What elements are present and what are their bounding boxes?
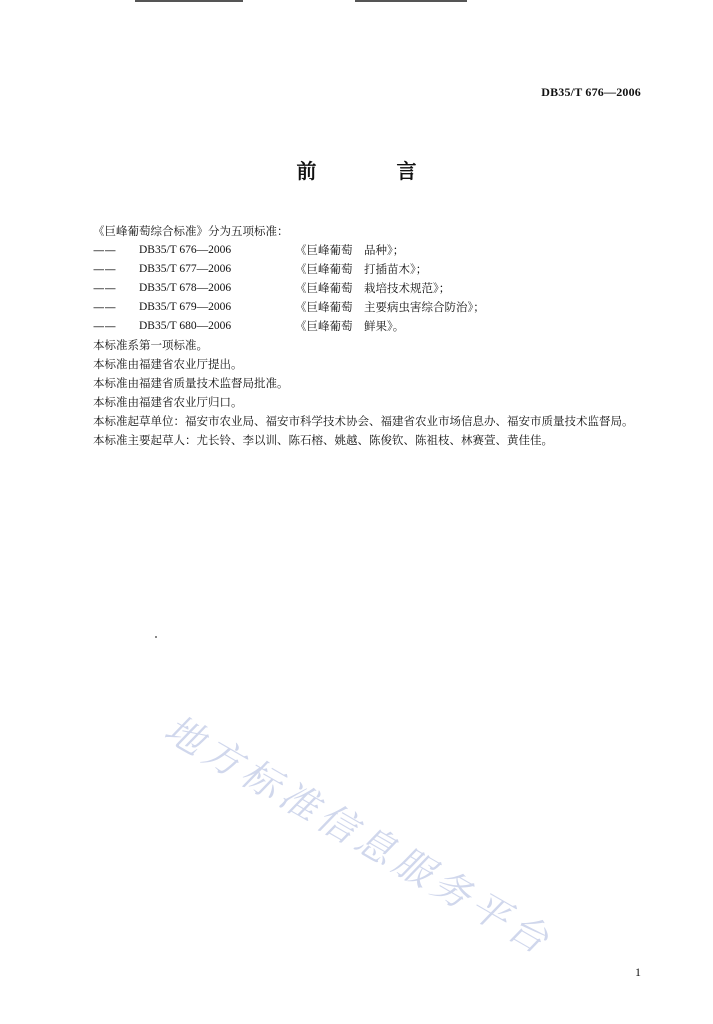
top-rule-right [355,0,467,2]
intro-line: 《巨峰葡萄综合标准》分为五项标准： [93,224,289,238]
drafters-paragraph: 本标准主要起草人：尤长铃、李以训、陈石榕、姚越、陈俊钦、陈祖枝、林赛萱、黄佳佳。 [93,433,553,447]
standard-code: DB35/T 679—2006 [139,301,232,313]
list-item [93,260,653,279]
paragraph: 本标准系第一项标准。 [93,338,208,352]
list-dash: —— [93,281,116,295]
paragraph: 本标准由福建省农业厅提出。 [93,357,243,371]
watermark-text: 地方标准信息服务平台 [157,706,561,965]
standard-name: 《巨峰葡萄 栽培技术规范》； [295,281,451,295]
standard-code: DB35/T 676—2006 [139,244,232,256]
paragraph: 本标准由福建省质量技术监督局批准。 [93,376,289,390]
standard-name: 《巨峰葡萄 鲜果》。 [295,319,405,333]
drafting-units-paragraph: 本标准起草单位：福安市农业局、福安市科学技术协会、福建省农业市场信息办、福安市质量技术监督局。 [93,414,634,428]
standard-name: 《巨峰葡萄 品种》； [295,243,405,257]
list-dash: —— [93,300,116,314]
page-title: 前 言 [296,159,447,183]
standard-number: DB35/T 676—2006 [541,85,641,99]
page-number: 1 [635,965,641,979]
list-item [93,298,653,317]
list-dash: —— [93,319,116,333]
standard-code: DB35/T 678—2006 [139,282,232,294]
list-dash: —— [93,243,116,257]
list-item [93,241,653,260]
standard-name: 《巨峰葡萄 主要病虫害综合防治》； [295,300,485,314]
list-item [93,279,653,298]
list-dash: —— [93,262,116,276]
top-rule-left [135,0,243,2]
standard-name: 《巨峰葡萄 打插苗木》； [295,262,428,276]
scan-speck [155,636,157,638]
list-item [93,317,653,336]
foreword-body [93,222,653,450]
standard-code: DB35/T 680—2006 [139,320,232,332]
standard-code: DB35/T 677—2006 [139,263,232,275]
paragraph: 本标准由福建省农业厅归口。 [93,395,243,409]
